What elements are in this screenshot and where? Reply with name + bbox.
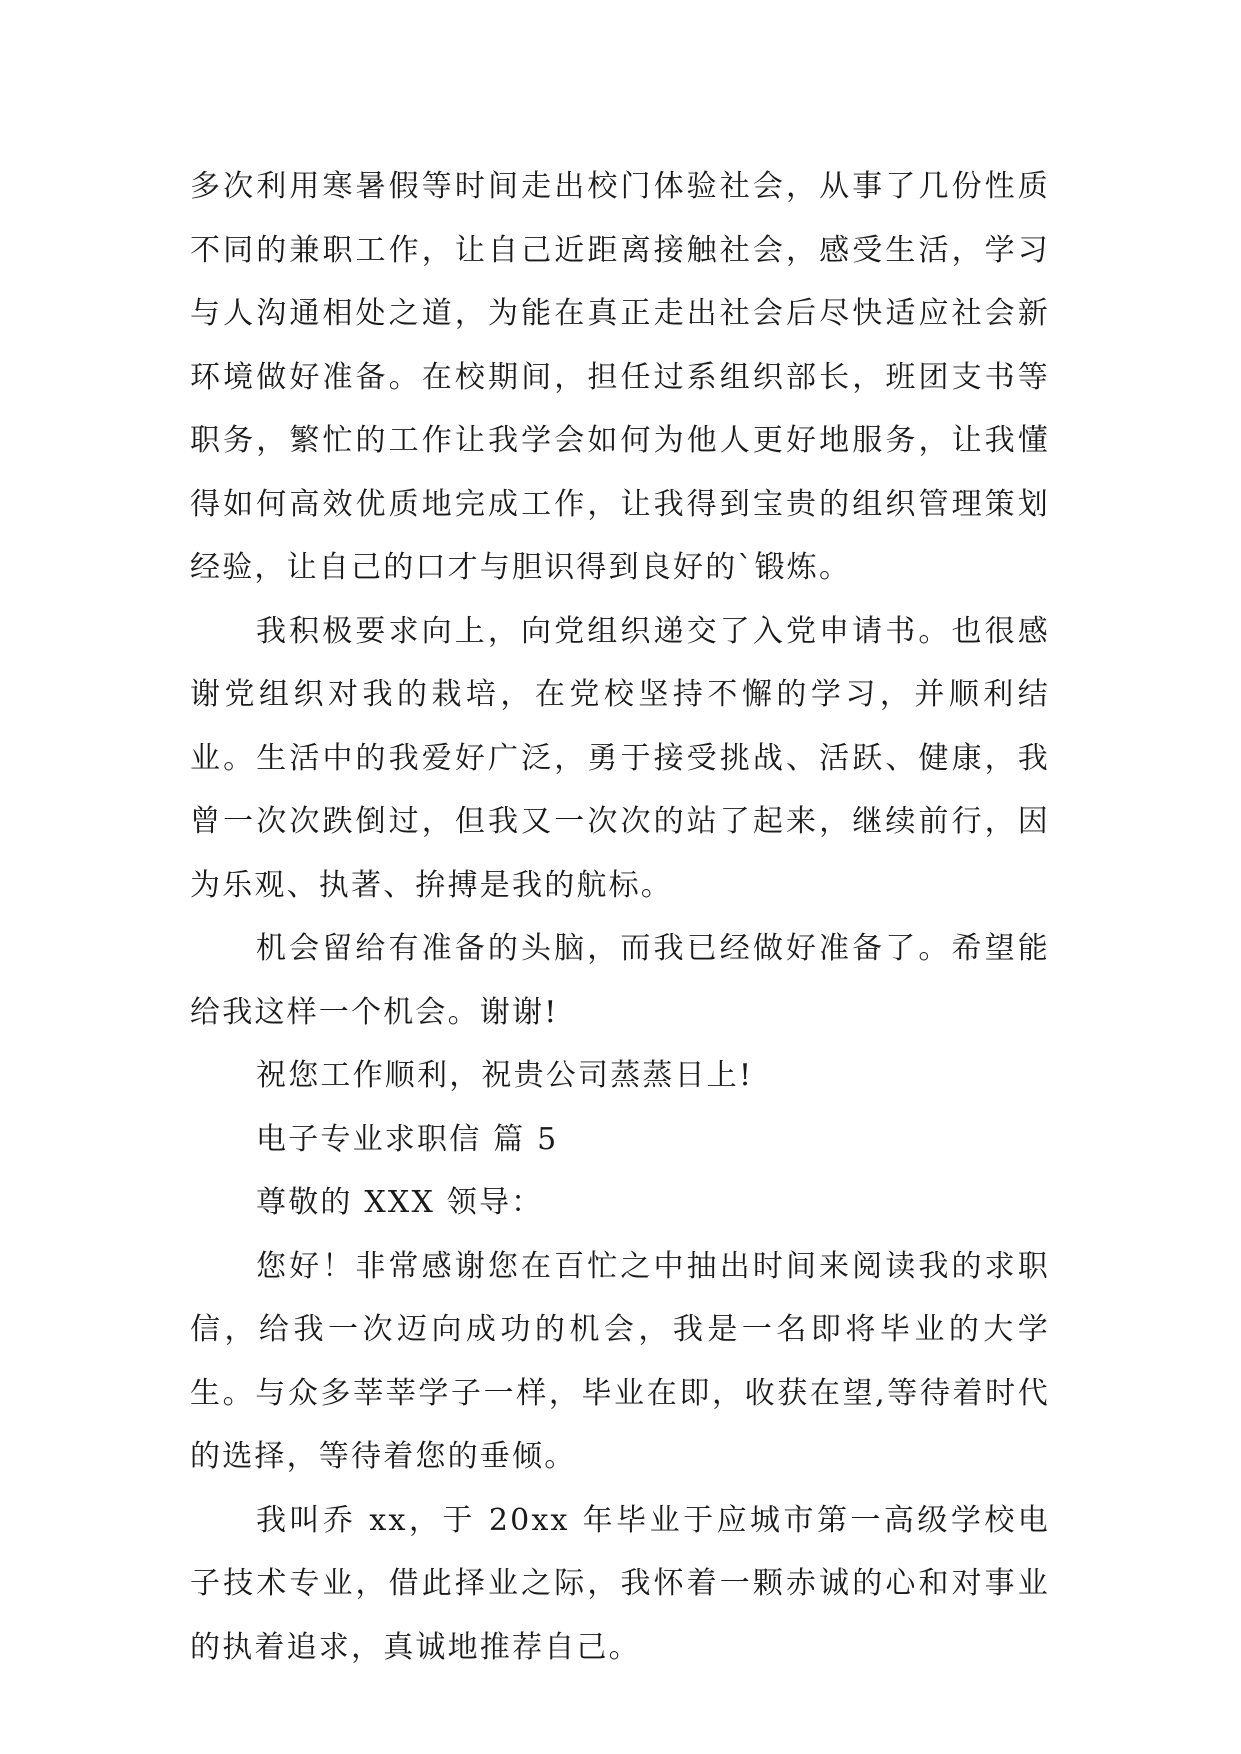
paragraph-greeting: 您好！非常感谢您在百忙之中抽出时间来阅读我的求职信，给我一次迈向成功的机会，我是一名即将毕业的大学生。与众多莘莘学子一样，毕业在即，收获在望,等待着时代的选择，等待着您的垂倾。 — [190, 1248, 1050, 1474]
paragraph-opportunity: 机会留给有准备的头脑，而我已经做好准备了。希望能给我这样一个机会。谢谢! — [190, 931, 1050, 1030]
paragraph-wishes: 祝您工作顺利，祝贵公司蒸蒸日上! — [256, 1058, 754, 1093]
section-heading: 电子专业求职信 篇 5 — [256, 1121, 559, 1157]
document-body — [190, 155, 1050, 1679]
paragraph-party: 我积极要求向上，向党组织递交了入党申请书。也很感谢党组织对我的栽培，在党校坚持不懈的学习，并顺利结业。生活中的我爱好广泛，勇于接受挑战、活跃、健康，我曾一次次跌倒过，但我又一次次的站了起来，继续前行，因为乐观、执著、拚搏是我的航标。 — [190, 613, 1050, 903]
paragraph-experience: 多次利用寒暑假等时间走出校门体验社会，从事了几份性质不同的兼职工作，让自己近距离接触社会，感受生活，学习与人沟通相处之道，为能在真正走出社会后尽快适应社会新环境做好准备。在校期间，担任过系组织部长，班团支书等职务，繁忙的工作让我学会如何为他人更好地服务，让我懂得如何高效优质地完成工作，让我得到宝贵的组织管理策划经验，让自己的口才与胆识得到良好的`锻炼。 — [190, 169, 1050, 585]
salutation: 尊敬的 XXX 领导： — [256, 1185, 544, 1220]
paragraph-introduction: 我叫乔 xx，于 20xx 年毕业于应城市第一高级学校电子技术专业，借此择业之际，我怀着一颗赤诚的心和对事业的执着追求，真诚地推荐自己。 — [190, 1502, 1050, 1665]
